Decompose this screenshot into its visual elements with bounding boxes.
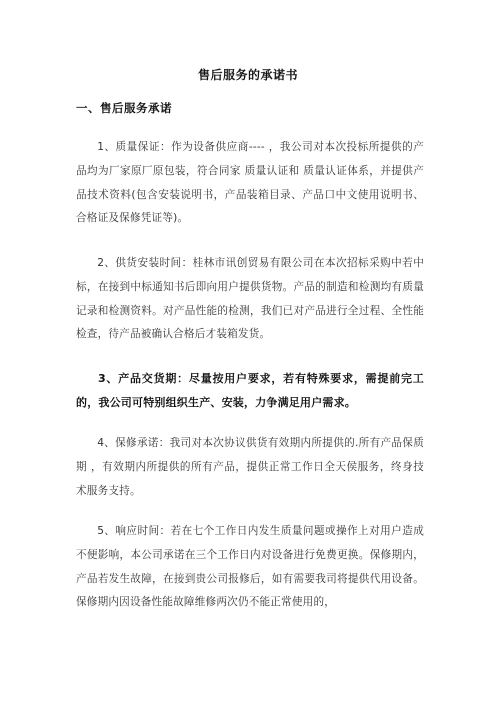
paragraph-supply-installation: 2、供货安装时间：桂林市讯创贸易有限公司在本次招标采购中若中标，在接到中标通知书后即向用户提供货物。产品的制造和检测均有质量记录和检测资料。对产品性能的检测，我们已对产品进行全过程、全性能检查，待产品被确认合格后才装箱发货。 xyxy=(76,257,424,341)
paragraph-delivery-period: 3、产品交货期：尽量按用户要求，若有特殊要求，需提前完工的，我公司可特别组织生产、安装，力争满足用户需求。 xyxy=(76,372,424,409)
paragraph-warranty-commitment: 4、保修承诺：我司对本次协议供货有效期内所提供的.所有产品保质期 ，有效期内所提供的所有产品，提供正常工作日全天侯服务，终身技术服务支持。 xyxy=(76,437,424,497)
section-heading: 一、售后服务承诺 xyxy=(76,101,172,115)
paragraph-response-time: 5、响应时间：若在七个工作日内发生质量问题或操作上对用户造成不便影响，本公司承诺在三个工作日内对设备进行免费更换。保修期内，产品若发生故障，在接到贵公司报修后，如有需要我司将提供代用设备。保修期内因设备性能故障维修两次仍不能正常使用的， xyxy=(76,525,424,609)
paragraph-quality-guarantee: 1、质量保证：作为设备供应商---- ，我公司对本次投标所提供的产品均为厂家原厂原包装，符合同家 质量认证和 质量认证体系，并提供产品技术资料(包含安装说明书，产品装箱目录、产品口中文使用说明书、合格证及保修凭证等)。 xyxy=(76,141,424,225)
document-title: 售后服务的承诺书 xyxy=(197,68,298,82)
